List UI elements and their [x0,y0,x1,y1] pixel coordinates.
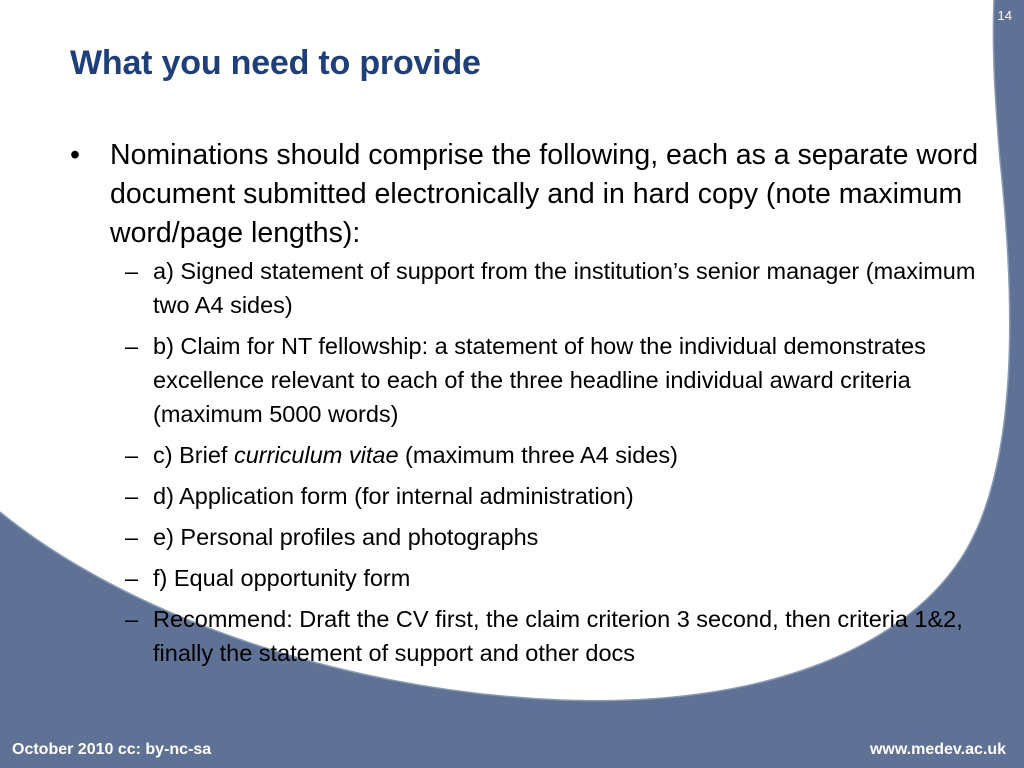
sub-bullet-text-italic: curriculum vitae [233,442,399,468]
page-number: 14 [997,8,1012,23]
main-bullet-text: Nominations should comprise the following, each as a separate word document submitted electronically and in hard copy (note maximum word/page lengths): [110,139,979,249]
slide-title: What you need to provide [70,44,481,82]
dash-icon: – [125,565,139,591]
main-bullet [68,136,988,253]
dash-icon: – [125,524,139,550]
sub-bullet-text: f) Equal opportunity form [153,565,411,591]
dash-icon: – [125,442,139,468]
dash-icon: – [125,606,139,632]
bullet-dot-icon: • [70,139,80,171]
dash-icon: – [125,333,139,359]
footer-website-link[interactable]: www.medev.ac.uk [869,741,1006,758]
sub-bullet-list [68,254,988,670]
sub-bullet-text: e) Personal profiles and photographs [153,524,539,550]
sub-bullet-text: b) Claim for NT fellowship: a statement of how the individual demonstrates excellence relevant to each of the three headline individual award criteria (maximum 5000 words) [153,333,926,427]
footer-date-license: October 2010 cc: by-nc-sa [12,741,212,758]
sub-bullet-text-prefix: c) Brief [153,442,234,468]
sub-bullet-text: Recommend: Draft the CV first, the claim criterion 3 second, then criteria 1&2, finally the statement of support and other docs [153,606,963,666]
sub-bullet-item [68,520,988,554]
sub-bullet-item [68,561,988,595]
sub-bullet-text-suffix: (maximum three A4 sides) [398,442,678,468]
sub-bullet-item [68,479,988,513]
sub-bullet-item [68,602,988,670]
sub-bullet-item [68,329,988,431]
sub-bullet-text: a) Signed statement of support from the institution’s senior manager (maximum two A4 sides) [153,258,976,318]
sub-bullet-item [68,438,988,472]
sub-bullet-text: d) Application form (for internal administration) [153,483,634,509]
slide-content [68,136,988,677]
dash-icon: – [125,483,139,509]
dash-icon: – [125,258,139,284]
sub-bullet-item [68,254,988,322]
